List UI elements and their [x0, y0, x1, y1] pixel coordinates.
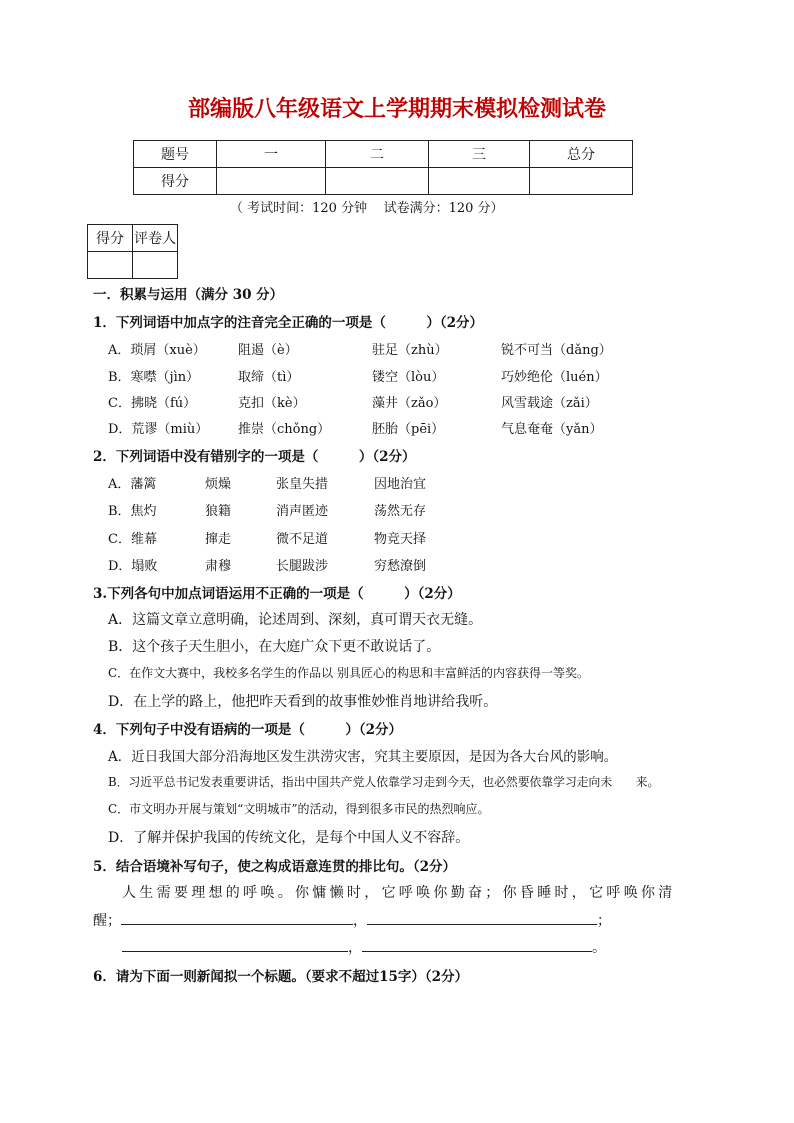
q2-option-b-4: 荡然无存 — [374, 504, 427, 519]
q2-option-c-2: 撺走 — [205, 532, 232, 547]
question-6-stem: 6．请为下面一则新闻拟一个标题。（要求不超过15字）（2分） — [93, 969, 469, 985]
question-4-stem: 4．下列句子中没有语病的一项是（ ）（2分） — [93, 722, 403, 738]
q1-option-c-3: 藻井（zǎo） — [372, 396, 447, 411]
score-table-score-row — [134, 168, 633, 195]
q1-option-c-4: 风雪载途（zǎi） — [501, 396, 598, 411]
score-header-cell: 一 — [217, 141, 326, 168]
grader-name-label: 评卷人 — [133, 225, 178, 252]
section-heading: 一．积累与运用（满分 30 分） — [93, 287, 284, 303]
q5-sep-comma-1: ， — [353, 913, 367, 929]
score-header-cell: 总分 — [530, 141, 633, 168]
question-3-stem: 3.下列各句中加点词语运用不正确的一项是（ ）（2分） — [93, 586, 461, 602]
q1-option-a-1: A．琐屑（xuè） — [108, 343, 206, 358]
q2-option-c-4: 物竞天择 — [374, 532, 427, 547]
question-2-stem: 2．下列词语中没有错别字的一项是（ ）（2分） — [93, 449, 416, 465]
q1-option-b-1: B．寒噤（jìn） — [108, 370, 200, 385]
score-table — [133, 140, 633, 195]
q1-option-d-4: 气息奄奄（yǎn） — [501, 422, 603, 437]
q3-option-d: D．在上学的路上，他把昨天看到的故事惟妙惟肖地讲给我听。 — [108, 694, 498, 710]
score-row-label: 得分 — [134, 168, 217, 195]
q2-option-d-3: 长腿跋涉 — [276, 559, 329, 574]
q5-answer-line-1 — [93, 910, 611, 930]
q1-option-b-3: 镂空（lòu） — [372, 370, 445, 385]
q5-blank-4[interactable] — [362, 937, 592, 952]
q1-option-a-2: 阻遏（è） — [238, 343, 298, 358]
q1-option-c-2: 克扣（kè） — [238, 396, 306, 411]
q1-option-d-3: 胚胎（pēi） — [372, 422, 445, 437]
q5-sep-comma-2: ， — [348, 940, 362, 956]
score-cell[interactable] — [429, 168, 530, 195]
q4-option-c: C．市文明办开展与策划“文明城市”的活动，得到很多市民的热烈响应。 — [108, 802, 490, 816]
q1-option-b-4: 巧妙绝伦（luén） — [501, 370, 608, 385]
q2-option-c-3: 微不足道 — [276, 532, 329, 547]
q1-option-b-2: 取缔（tì） — [238, 370, 300, 385]
grader-score-label: 得分 — [88, 225, 133, 252]
grader-table — [87, 224, 178, 279]
question-5-stem: 5．结合语境补写句子，使之构成语意连贯的排比句。（2分） — [93, 859, 457, 875]
q4-option-d: D．了解并保护我国的传统文化，是每个中国人义不容辞。 — [108, 830, 470, 846]
q1-option-d-1: D．荒谬（miù） — [108, 422, 209, 437]
score-cell[interactable] — [326, 168, 429, 195]
score-cell[interactable] — [530, 168, 633, 195]
q2-option-a-4: 因地治宜 — [374, 477, 427, 492]
q2-option-b-1: B．焦灼 — [108, 504, 157, 519]
q3-option-a: A．这篇文章立意明确，论述周到、深刻，真可谓天衣无缝。 — [108, 612, 483, 628]
q1-option-d-2: 推崇（chǒng） — [238, 422, 331, 437]
score-cell[interactable] — [217, 168, 326, 195]
question-1-stem: 1．下列词语中加点字的注音完全正确的一项是（ ）（2分） — [93, 315, 484, 331]
q2-option-b-3: 消声匿迹 — [276, 504, 329, 519]
q5-end-period: 。 — [592, 940, 606, 956]
grader-score-cell[interactable] — [88, 252, 133, 279]
page-title: 部编版八年级语文上学期期末模拟检测试卷 — [187, 96, 606, 122]
score-table-header-row — [134, 141, 633, 168]
q5-answer-line-2 — [122, 937, 606, 957]
grader-name-cell[interactable] — [133, 252, 178, 279]
q2-option-d-2: 肃穆 — [205, 559, 232, 574]
q2-option-d-4: 穷愁潦倒 — [374, 559, 427, 574]
q5-line1-prefix: 醒； — [93, 913, 121, 929]
q5-blank-2[interactable] — [367, 910, 597, 925]
q2-option-b-2: 狼籍 — [205, 504, 232, 519]
q1-option-c-1: C．拂晓（fú） — [108, 396, 197, 411]
q1-option-a-3: 驻足（zhù） — [372, 343, 448, 358]
q5-passage: 人生需要理想的呼唤。你慵懒时，它呼唤你勤奋；你昏睡时，它呼唤你清 — [122, 885, 676, 901]
q4-option-b: B．习近平总书记发表重要讲话，指出中国共产党人依靠学习走到今天，也必然要依靠学习走向未 来。 — [108, 775, 660, 789]
q5-blank-1[interactable] — [121, 910, 353, 925]
score-header-cell: 三 — [429, 141, 530, 168]
q2-option-c-1: C．维幕 — [108, 532, 157, 547]
q2-option-a-3: 张皇失措 — [276, 477, 329, 492]
exam-info: （ 考试时间：120 分钟 试卷满分：120 分） — [230, 201, 504, 216]
q2-option-a-1: A．藩篱 — [108, 477, 157, 492]
q2-option-a-2: 烦燥 — [205, 477, 232, 492]
q3-option-b: B．这个孩子天生胆小，在大庭广众下更不敢说话了。 — [108, 639, 441, 655]
q4-option-a: A．近日我国大部分沿海地区发生洪涝灾害，究其主要原因，是因为各大台风的影响。 — [108, 749, 618, 765]
q5-sep-semicolon: ； — [597, 913, 611, 929]
q2-option-d-1: D．塌败 — [108, 559, 158, 574]
q3-option-c: C．在作文大赛中，我校多名学生的作品以 别具匠心的构思和丰富鲜活的内容获得一等奖。 — [108, 666, 589, 680]
q5-blank-3[interactable] — [122, 937, 348, 952]
score-header-cell: 二 — [326, 141, 429, 168]
q1-option-a-4: 锐不可当（dǎng） — [501, 343, 612, 358]
score-header-cell: 题号 — [134, 141, 217, 168]
